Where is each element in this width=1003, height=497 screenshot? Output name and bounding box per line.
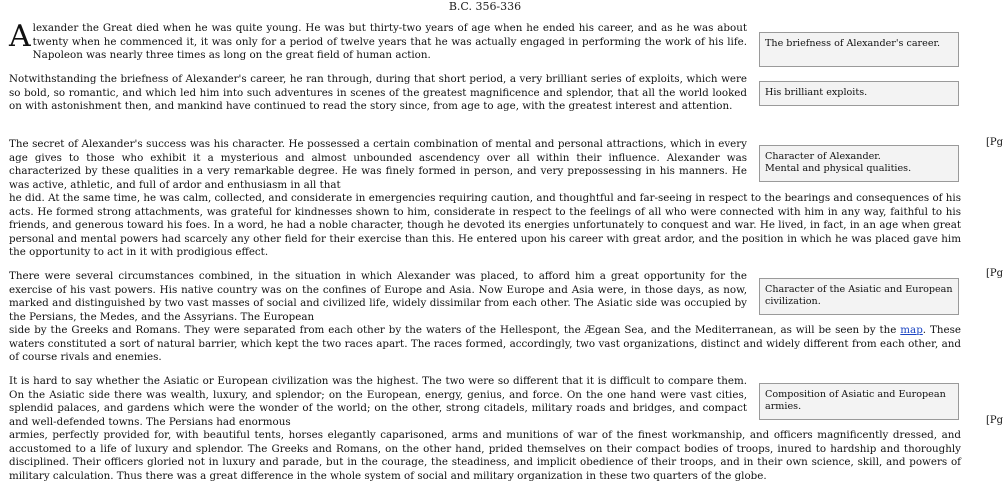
paragraph-4-wide	[9, 324, 961, 365]
paragraph-1	[9, 19, 747, 63]
page-marker-3: [Pg	[986, 415, 1003, 426]
sidenote-briefness: The briefness of Alexander's career.	[759, 32, 959, 67]
paragraph-3-narrow	[9, 138, 747, 192]
paragraph-3-wide	[9, 192, 961, 260]
paragraph-3-narrow-text: The secret of Alexander's success was his character. He possessed a certain combination of mental and personal attractions, which in every age gives to those who exhibit it a mysterious and almost unbounded ascendency over all within their influence. Alexander was characterized by these qualities in a very remarkable degree. He was finely formed in person, and very prepossessing in his manners. He was active, athletic, and full of ardor and enthusiasm in all that	[9, 138, 747, 191]
sidenote-civilization: Character of the Asiatic and European civilization.	[759, 278, 959, 315]
paragraph-4-narrow-text: There were several circumstances combined, in the situation in which Alexander was placed, to afford him a great opportunity for the exercise of his vast powers. His native country was on the confines of Europe and Asia. Now Europe and Asia were, in those days, as now, marked and distinguished by two vast masses of social and civilized life, widely dissimilar from each other. The Asiatic side was occupied by the Persians, the Medes, and the Assyrians. The European	[9, 270, 747, 323]
paragraph-1-text: lexander the Great died when he was quite young. He was but thirty-two years of age when he ended his career, and as he was about twenty when he commenced it, it was only for a period of twelve years that he was actually engaged in performing the work of his life. Napoleon was nearly three times as long on the great field of human action.	[32, 22, 747, 62]
page	[9, 0, 961, 497]
paragraph-5-wide	[9, 429, 961, 483]
paragraph-4-wide-text-b: . These waters constituted a sort of natural barrier, which kept the two races apart. The races formed, accordingly, two vast organizations, distinct and widely different from each other, and of course rivals and enemies.	[9, 324, 961, 364]
map-link[interactable]: map	[900, 324, 923, 336]
paragraph-2	[9, 73, 747, 114]
sidenote-character: Character of Alexander. Mental and physical qualities.	[759, 145, 959, 182]
page-marker-2: [Pg	[986, 268, 1003, 279]
sidenote-exploits: His brilliant exploits.	[759, 81, 959, 106]
paragraph-5-narrow-text: It is hard to say whether the Asiatic or European civilization was the highest. The two were so different that it is difficult to compare them. On the Asiatic side there was wealth, luxury, and splendor; on the European, energy, genius, and force. On the one hand were vast cities, splendid palaces, and gardens which were the wonder of the world; on the other, strong citadels, military roads and bridges, and compact and well-defended towns. The Persians had enormous	[9, 375, 747, 428]
running-header: B.C. 356-336	[448, 0, 522, 13]
paragraph-5-wide-text: armies, perfectly provided for, with beautiful tents, horses elegantly caparisoned, arms and munitions of war of the finest workmanship, and officers magnificently dressed, and accustomed to a life of luxury and splendor. The Greeks and Romans, on the other hand, prided themselves on their compact bodies of troops, inured to hardship and thoroughly disciplined. Their officers gloried not in luxury and parade, but in the courage, the steadiness, and implicit obedience of their troops, and in their own science, skill, and powers of military calculation. Thus there was a great difference in the whole system of social and military organization in these two quarters of the globe.	[9, 429, 961, 482]
paragraph-5-narrow	[9, 375, 747, 429]
paragraph-4-narrow	[9, 270, 747, 324]
sidenote-armies: Composition of Asiatic and European armies.	[759, 383, 959, 420]
paragraph-3-wide-text: he did. At the same time, he was calm, collected, and considerate in emergencies requiring caution, and thoughtful and far-seeing in respect to the bearings and consequences of his acts. He formed strong attachments, was grateful for kindnesses shown to him, considerate in respect to the feelings of all who were connected with him in any way, faithful to his friends, and generous toward his foes. In a word, he had a noble character, though he devoted its energies unfortunately to conquest and war. He lived, in fact, in an age when great personal and mental powers had scarcely any other field for their exercise than this. He entered upon his career with great ardor, and the position in which he was placed gave him the opportunity to act in it with prodigious effect.	[9, 192, 961, 259]
drop-cap: A	[9, 19, 31, 54]
page-marker-1: [Pg	[986, 137, 1003, 148]
paragraph-2-text: Notwithstanding the briefness of Alexander's career, he ran through, during that short period, a very brilliant series of exploits, which were so bold, so romantic, and which led him into such adventures in scenes of the greatest magnificence and splendor, that all the world looked on with astonishment then, and mankind have continued to read the story since, from age to age, with the greatest interest and attention.	[9, 73, 747, 113]
paragraph-4-wide-text-a: side by the Greeks and Romans. They were separated from each other by the waters of the Hellespont, the Ægean Sea, and the Mediterranean, as will be seen by the	[9, 324, 897, 336]
